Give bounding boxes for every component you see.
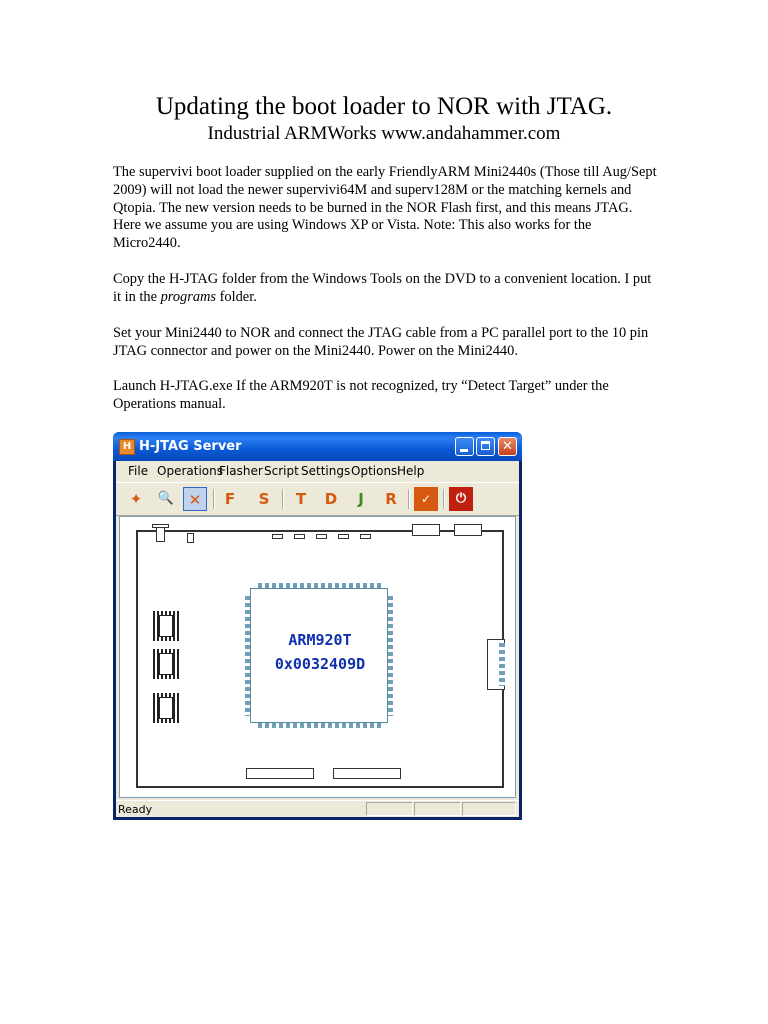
board-slot <box>333 768 401 779</box>
window-client-area <box>116 461 519 817</box>
toolbar-separator <box>443 489 445 509</box>
board-led <box>316 534 327 539</box>
flash-icon[interactable]: F <box>224 490 236 508</box>
paragraph-intro: The supervivi boot loader supplied on the early FriendlyARM Mini2440s (Those till Aug/Sept 2009) will not load the newer supervivi64M and superv128M or the matching kernels and Qtopia. The new version needs to be burned in the NOR Flash first, and this means JTAG. Here we assume you are using Windows XP or Vista. Note: This also works for the Micro2440. <box>113 164 657 252</box>
maximize-icon <box>481 441 490 450</box>
close-button[interactable] <box>498 437 517 456</box>
target-run-icon[interactable]: D <box>324 490 338 508</box>
board-slot <box>246 768 314 779</box>
toolbar-separator <box>282 489 284 509</box>
paragraph-copy-tail: folder. <box>216 288 257 305</box>
page-subtitle: Industrial ARMWorks www.andahammer.com <box>207 123 561 144</box>
toolbar-separator <box>408 489 410 509</box>
hjtag-window <box>113 432 522 820</box>
toolbar <box>116 482 519 516</box>
menu-operations[interactable]: Operations <box>157 464 223 478</box>
menu-help[interactable]: Help <box>397 464 425 478</box>
arrow-icon[interactable]: ✦ <box>129 490 143 508</box>
board-memory-chip <box>153 693 179 723</box>
target-step-icon[interactable]: J <box>358 490 364 508</box>
board-led <box>338 534 349 539</box>
board-led <box>272 534 283 539</box>
cross-icon[interactable]: ✕ <box>183 487 207 511</box>
window-titlebar[interactable] <box>113 432 522 461</box>
menu-settings[interactable]: Settings <box>301 464 351 478</box>
script-icon[interactable]: S <box>258 490 270 508</box>
window-title: H-JTAG Server <box>139 439 242 454</box>
board-diagram <box>119 516 516 798</box>
page-title: Updating the boot loader to NOR with JTAG. <box>155 93 613 120</box>
board-jumper-cap <box>152 524 169 528</box>
minimize-button[interactable] <box>455 437 474 456</box>
board-led <box>294 534 305 539</box>
menu-file[interactable]: File <box>128 464 149 478</box>
minimize-icon <box>460 449 468 452</box>
cpu-chip <box>250 588 388 723</box>
hjtag-app-icon: H <box>119 439 135 455</box>
close-icon: ✕ <box>502 439 513 454</box>
menu-flasher[interactable]: Flasher <box>219 464 263 478</box>
status-bar <box>116 800 519 818</box>
cpu-name: ARM920T <box>288 631 352 649</box>
target-reset-icon[interactable]: R <box>385 490 397 508</box>
paragraph-launch: Launch H-JTAG.exe If the ARM920T is not recognized, try “Detect Target” under the Operations manual. <box>113 378 609 412</box>
programs-folder-name: programs <box>160 288 217 305</box>
status-cell <box>414 802 461 816</box>
search-icon[interactable]: 🔍 <box>157 491 175 506</box>
board-connector <box>412 524 440 536</box>
paragraph-copy-folder <box>113 271 658 307</box>
board-connector <box>454 524 482 536</box>
menu-bar <box>116 461 519 481</box>
power-icon[interactable]: ⏻ <box>449 487 473 511</box>
toolbar-separator <box>213 489 215 509</box>
board-switch <box>187 533 194 543</box>
paragraph-copy-text: Copy the H-JTAG folder from the Windows Tools on the DVD to a convenient location. I put it in the <box>113 271 652 305</box>
checklist-icon[interactable]: ✓ <box>414 487 438 511</box>
cpu-id: 0x0032409D <box>274 655 366 673</box>
status-cell <box>462 802 516 816</box>
target-icon[interactable]: T <box>295 490 307 508</box>
maximize-button[interactable] <box>476 437 495 456</box>
board-memory-chip <box>153 649 179 679</box>
status-cell <box>366 802 413 816</box>
board-side-connector-pins <box>499 643 505 686</box>
status-text: Ready <box>118 803 153 816</box>
menu-options[interactable]: Options <box>351 464 398 478</box>
menu-script[interactable]: Script <box>264 464 299 478</box>
paragraph-connect-jtag: Set your Mini2440 to NOR and connect the JTAG cable from a PC parallel port to the 10 pin JTAG connector and power on the Mini2440. Power on the Mini2440. <box>113 325 649 359</box>
board-led <box>360 534 371 539</box>
board-memory-chip <box>153 611 179 641</box>
